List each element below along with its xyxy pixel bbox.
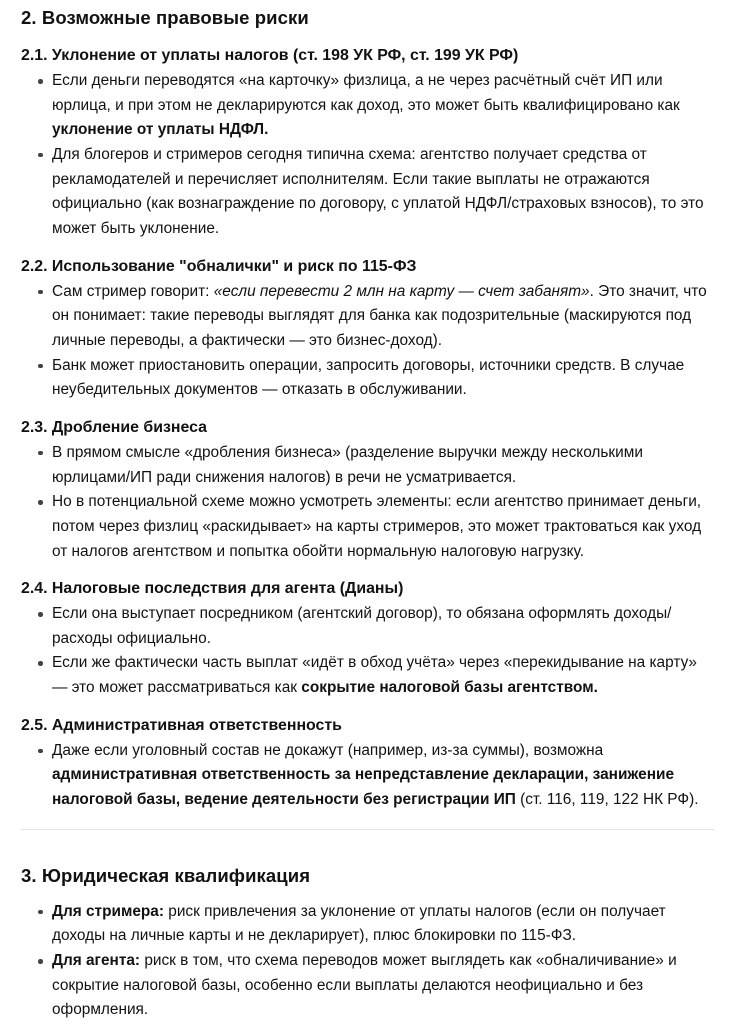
bold-text: сокрытие налоговой базы агентством. <box>301 679 598 697</box>
section-2-heading: 2. Возможные правовые риски <box>21 7 309 28</box>
bold-text: уклонение от уплаты НДФЛ. <box>52 121 269 139</box>
section-2-2-list <box>21 280 714 403</box>
list-item <box>52 441 714 490</box>
bold-text: Для стримера: <box>52 902 164 920</box>
section-2-5-heading: 2.5. Административная ответственность <box>21 716 342 734</box>
bold-text: административная ответственность за непредставление декларации, занижение налоговой базы, ведение деятельности без регистрации ИП <box>52 766 675 809</box>
list-item <box>52 900 714 949</box>
text-run: В прямом смысле «дробления бизнеса» (разделение выручки между несколькими юрлицами/ИП ради снижения налогов) в речи не усматривается. <box>52 443 643 486</box>
text-run: Даже если уголовный состав не докажут (например, из-за суммы), возможна <box>52 741 604 759</box>
list-item <box>52 602 714 651</box>
text-run: (ст. 116, 119, 122 НК РФ). <box>515 791 699 809</box>
section-2-3-list <box>21 441 714 564</box>
section-divider <box>21 829 714 830</box>
text-run: Но в потенциальной схеме можно усмотреть элементы: если агентство принимает деньги, потом через физлиц «раскидывает» на карты стримеров, это может трактоваться как уход от налогов агентством и попытка обойти нормальную налоговую нагрузку. <box>52 493 702 560</box>
list-item <box>52 739 714 813</box>
list-item <box>52 143 714 242</box>
italic-text: «если перевести 2 млн на карту — счет забанят» <box>213 282 590 300</box>
list-item <box>52 949 714 1023</box>
list-item <box>52 69 714 143</box>
bold-text: Для агента: <box>52 952 141 970</box>
section-2-4-list <box>21 602 714 701</box>
section-2-2-heading: 2.2. Использование "обналички" и риск по 115-ФЗ <box>21 257 417 275</box>
text-run: риск в том, что схема переводов может выглядеть как «обналичивание» и сокрытие налоговой базы, особенно если выплаты делаются неофициально и без оформления. <box>52 952 677 1019</box>
text-run: Если она выступает посредником (агентский договор), то обязана оформлять доходы/расходы официально. <box>52 605 672 647</box>
list-item <box>52 651 714 700</box>
text-run: . Это значит, что он понимает: такие переводы выглядят для банка как подозрительные (маскируются под личные переводы, а фактически — это бизнес-доход). <box>52 282 707 349</box>
section-3-heading: 3. Юридическая квалификация <box>21 864 311 886</box>
section-2-1-list <box>21 69 714 242</box>
section-2-5-list <box>21 739 714 813</box>
section-2-4-heading: 2.4. Налоговые последствия для агента (Дианы) <box>21 580 404 598</box>
section-3-list <box>21 900 714 1023</box>
text-run: риск привлечения за уклонение от уплаты налогов (если он получает доходы на личные карты и не декларирует), плюс блокировки по 115-ФЗ. <box>52 902 666 945</box>
section-2-1-heading: 2.1. Уклонение от уплаты налогов (ст. 198 УК РФ, ст. 199 УК РФ) <box>21 47 519 64</box>
text-run: Если деньги переводятся «на карточку» физлица, а не через расчётный счёт ИП или юрлица, и при этом не декларируются как доход, это может быть квалифицировано как <box>52 72 680 114</box>
text-run: Если же фактически часть выплат «идёт в обход учёта» через «перекидывание на карту» — это может рассматриваться как <box>52 654 697 697</box>
section-2-3-heading: 2.3. Дробление бизнеса <box>21 418 207 436</box>
list-item <box>52 354 714 403</box>
text-run: Банк может приостановить операции, запросить договоры, источники средств. В случае неубедительных документов — отказать в обслуживании. <box>52 356 685 399</box>
list-item <box>52 490 714 564</box>
list-item <box>52 280 714 354</box>
text-run: Для блогеров и стримеров сегодня типична схема: агентство получает средства от рекламодателей и перечисляет исполнителям. Если такие выплаты не отражаются официально (как вознаграждение по договору, с уплатой НДФЛ/страховых взносов), то это может быть уклонение. <box>52 145 704 237</box>
text-run: Сам стример говорит: <box>52 282 214 300</box>
